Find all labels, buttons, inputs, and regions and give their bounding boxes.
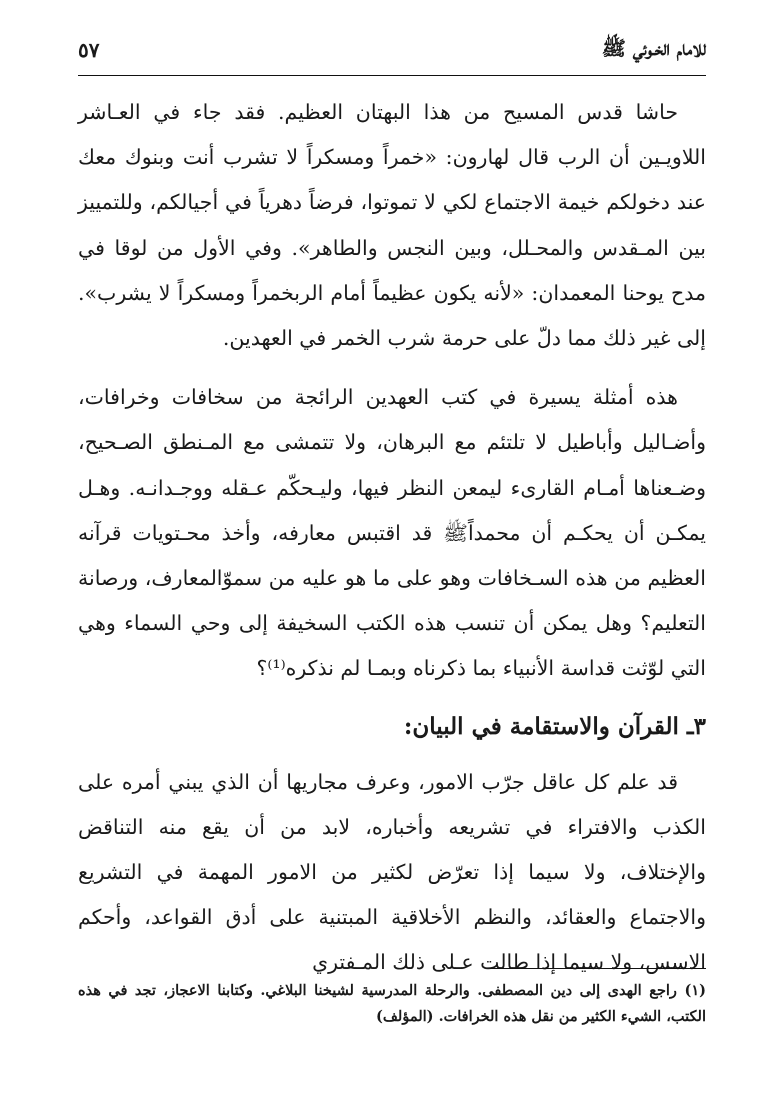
paragraph-1: حاشا قدس المسيح من هذا البهتان العظيم. فقد جاء في العـاشر اللاويـين أن الرب قال لهارون: «خمراً ومسكراً لا تشرب أنت وبنوك معك عند دخولكم خيمة الاجتماع لكي لا تموتوا، فرضاً دهرياً في أجيالكم، وللتمييز بين المـقدس والمحـلل، وبين النجس والطاهر». وفي الأول من لوقا في مدح يوحنا المعمدان: «لأنه يكون عظيماً أمام الربخمراً ومسكراً لا يشرب». إلى غير ذلك مما دلّ على حرمة شرب الخمر في العهدين. bbox=[78, 100, 706, 351]
page-body bbox=[78, 90, 706, 986]
header-divider bbox=[78, 75, 706, 76]
paragraph-spacer bbox=[78, 361, 706, 375]
page-header bbox=[78, 30, 706, 70]
footnote-divider bbox=[490, 968, 706, 969]
footnote: (١) راجع الهدى إلى دين المصطفى. والرحلة المدرسية لشيخنا البلاغي. وكتابنا الاعجاز، تجد في هذه الكتب، الشيء الكثير من نقل هذه الخرافات. (المؤلف) bbox=[78, 982, 706, 1025]
page-number: ٥٧ bbox=[78, 38, 100, 62]
section-heading: ٣ـ القرآن والاستقامة في البيان: bbox=[403, 712, 706, 740]
running-title: للامام الخـوئي ﷺ bbox=[601, 35, 706, 60]
paragraph-2: هذه أمثلة يسيرة في كتب العهدين الرائجة من سخافات وخرافات، وأضـاليل وأباطيل لا تلتئم مع البرهان، ولا تتمشى مع المـنطق الصـحيح، وضـعناها أمـام القارىء ليمعن النظر فيها، وليـحكّم عـقله ووجـدانـه. وهـل يمكـن أن يحكـم أن محمداًﷺ قد اقتبس معارفه، وأخذ محـتويات قرآنه العظيم من هذه السـخافات وهو على ما هو عليه من سموّالمعارف، ورصانة التعليم؟ وهل يمكن أن تنسب هذه الكتب السخيفة إلى وحي السماء وهي التي لوّثت قداسة الأنبياء بما ذكرناه وبمـا لم نذكره⁽¹⁾؟ bbox=[78, 385, 706, 681]
paragraph-3: قد علم كل عاقل جرّب الامور، وعرف مجاريها أن الذي يبني أمره على الكذب والافتراء في تشريعه وأخباره، لابد من أن يقع منه التناقض والإختلاف، ولا سيما إذا تعرّض لكثير من الامور المهمة في التشريع والاجتماع والعقائد، والنظم الأخلاقية المبتنية على أدق القواعد، وأحكم الاسس، ولا سيما إذا طالت عـلى ذلك المـفتري bbox=[78, 769, 706, 975]
